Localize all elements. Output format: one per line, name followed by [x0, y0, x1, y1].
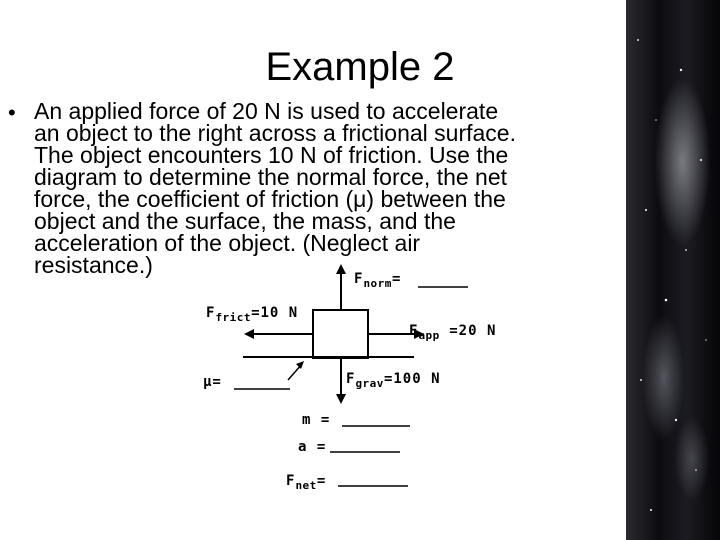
slide-title-text: Example 2	[265, 45, 455, 89]
fnorm-label: $F_{norm}=$	[354, 271, 402, 290]
fgrav-label: $F_{grav}=100$ N	[346, 371, 441, 390]
normal-force-arrowhead	[336, 264, 346, 274]
object-box	[313, 310, 368, 358]
fnet-label: $F_{net}=$	[286, 473, 327, 492]
fapp-label: $F_{app} =20$ N	[409, 323, 497, 342]
accel-label: a =	[298, 439, 327, 455]
bullet-icon: •	[8, 100, 16, 125]
problem-statement: An applied force of 20 N is used to accelerate an object to the right across a frictional surface. The object encounters 10 N of friction. Use the diagram to determine the normal force, the net force, the coefficient of friction (μ) between the object and the surface, the mass, and the acceleration of the object. (Neglect air resistance.)	[34, 98, 516, 278]
gravity-arrowhead	[336, 394, 346, 404]
mu-label: μ=	[203, 374, 222, 390]
mass-label: m =	[302, 412, 331, 428]
friction-arrowhead	[244, 329, 254, 339]
ffrict-label: $F_{frict}=10$ N	[206, 305, 299, 324]
mu-pointer-arrowhead	[296, 361, 304, 369]
